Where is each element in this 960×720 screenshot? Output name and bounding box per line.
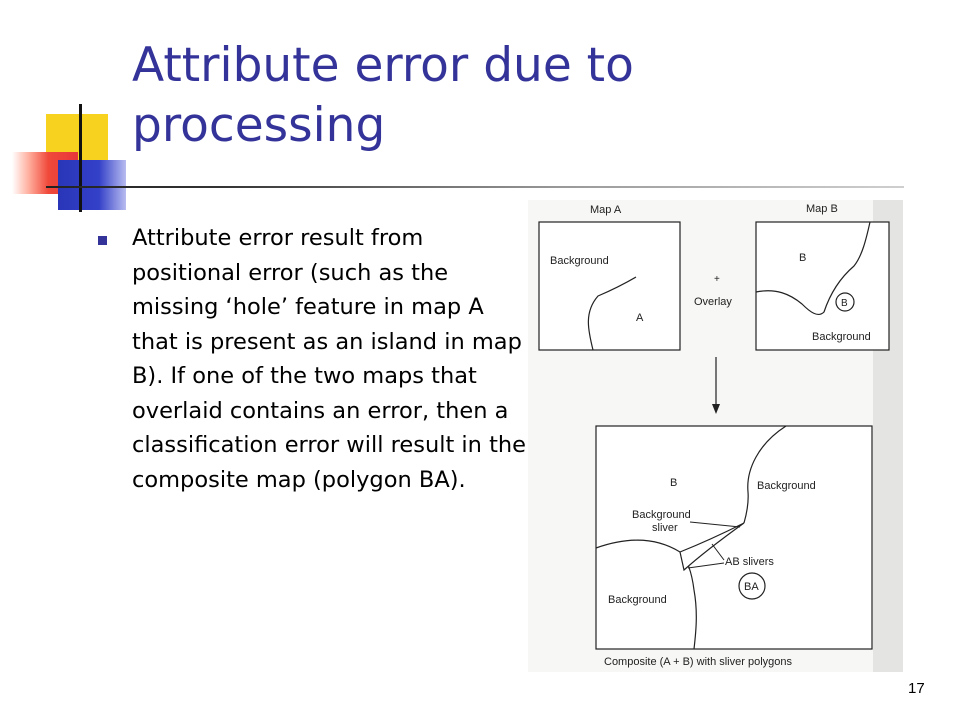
background-sliver-label-line1: Background <box>632 509 691 521</box>
figure-caption: Composite (A + B) with sliver polygons <box>604 656 792 668</box>
map-b-polygon-label: B <box>799 252 807 264</box>
map-a-title: Map A <box>590 204 622 216</box>
title-decoration-blue-square <box>58 160 126 210</box>
map-b-title: Map B <box>806 203 838 215</box>
map-a-frame <box>539 222 680 350</box>
title-underline <box>46 186 904 188</box>
composite-b-label: B <box>670 477 678 489</box>
overlay-label: Overlay <box>694 296 732 308</box>
overlay-plus: + <box>714 274 720 285</box>
map-b-background-label: Background <box>812 331 871 343</box>
bullet-text: Attribute error result from positional error (such as the missing ‘hole’ feature in map A that is present as an island in map B). If one of the two maps that overlaid contains an error, then a classification error will result in the composite map (polygon BA). <box>132 225 527 493</box>
composite-ba-label: BA <box>744 581 759 593</box>
ab-slivers-label: AB slivers <box>725 556 774 568</box>
background-sliver-label-line2: sliver <box>652 522 678 534</box>
title-decoration-vertical-line <box>79 104 82 212</box>
overlay-sliver-figure <box>528 200 903 672</box>
map-a-background-label: Background <box>550 255 609 267</box>
composite-background-right-label: Background <box>757 480 816 492</box>
slide-title: Attribute error due to processing <box>132 38 634 153</box>
page-number: 17 <box>908 680 925 697</box>
map-a-polygon-label: A <box>636 312 644 324</box>
composite-frame <box>596 426 872 649</box>
bullet-square-icon <box>98 236 107 245</box>
map-b-island-label: B <box>841 298 848 309</box>
composite-background-left-label: Background <box>608 594 667 606</box>
